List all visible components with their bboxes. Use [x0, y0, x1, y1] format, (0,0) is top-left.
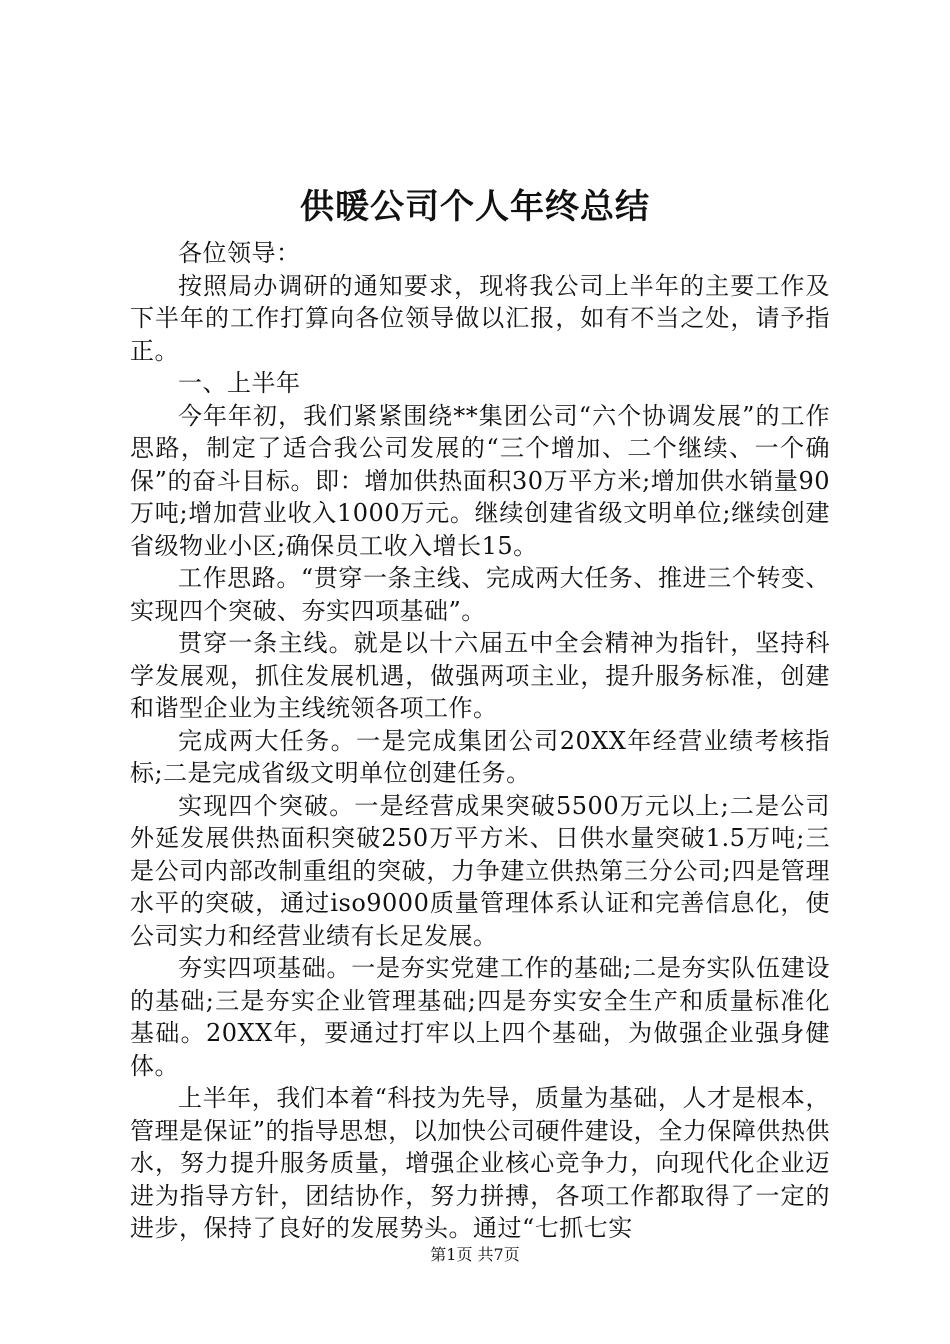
section-heading: 一、上半年: [178, 369, 301, 397]
paragraph-salutation: 各位领导：: [178, 239, 301, 267]
paragraph: 夯实四项基础。一是夯实党建工作的基础;二是夯实队伍建设的基础;三是夯实企业管理基础;四是夯实安全生产和质量标准化基础。20XX年，要通过打牢以上四个基础，为做强企业强身健体。: [130, 954, 830, 1080]
document-body: [130, 237, 830, 1245]
paragraph: 完成两大任务。一是完成集团公司20XX年经营业绩考核指标;二是完成省级文明单位创建任务。: [130, 726, 830, 787]
page-number-footer: 第1页 共7页: [430, 1245, 520, 1264]
document-title: 供暖公司个人年终总结: [300, 187, 650, 227]
paragraph: 贯穿一条主线。就是以十六届五中全会精神为指针，坚持科学发展观，抓住发展机遇，做强两项主业，提升服务标准，创建和谐型企业为主线统领各项工作。: [130, 629, 830, 722]
paragraph: 工作思路。“贯穿一条主线、完成两大任务、推进三个转变、实现四个突破、夯实四项基础”。: [130, 564, 830, 625]
paragraph: 今年年初，我们紧紧围绕**集团公司“六个协调发展”的工作思路，制定了适合我公司发展的“三个增加、二个继续、一个确保”的奋斗目标。即：增加供热面积30万平方米;增加供水销量90万吨;增加营业收入1000万元。继续创建省级文明单位;继续创建省级物业小区;确保员工收入增长15。: [130, 401, 830, 560]
paragraph-intro: 按照局办调研的通知要求，现将我公司上半年的主要工作及下半年的工作打算向各位领导做以汇报，如有不当之处，请予指正。: [130, 271, 830, 365]
paragraph: 上半年，我们本着“科技为先导，质量为基础，人才是根本，管理是保证”的指导思想，以加快公司硬件建设，全力保障供热供水，努力提升服务质量，增强企业核心竞争力，向现代化企业迈进为指导方针，团结协作，努力拼搏，各项工作都取得了一定的进步，保持了良好的发展势头。通过“七抓七实: [130, 1084, 830, 1242]
paragraph: 实现四个突破。一是经营成果突破5500万元以上;二是公司外延发展供热面积突破250万平方米、日供水量突破1.5万吨;三是公司内部改制重组的突破，力争建立供热第三分公司;四是管理水平的突破，通过iso9000质量管理体系认证和完善信息化，使公司实力和经营业绩有长足发展。: [130, 791, 830, 950]
